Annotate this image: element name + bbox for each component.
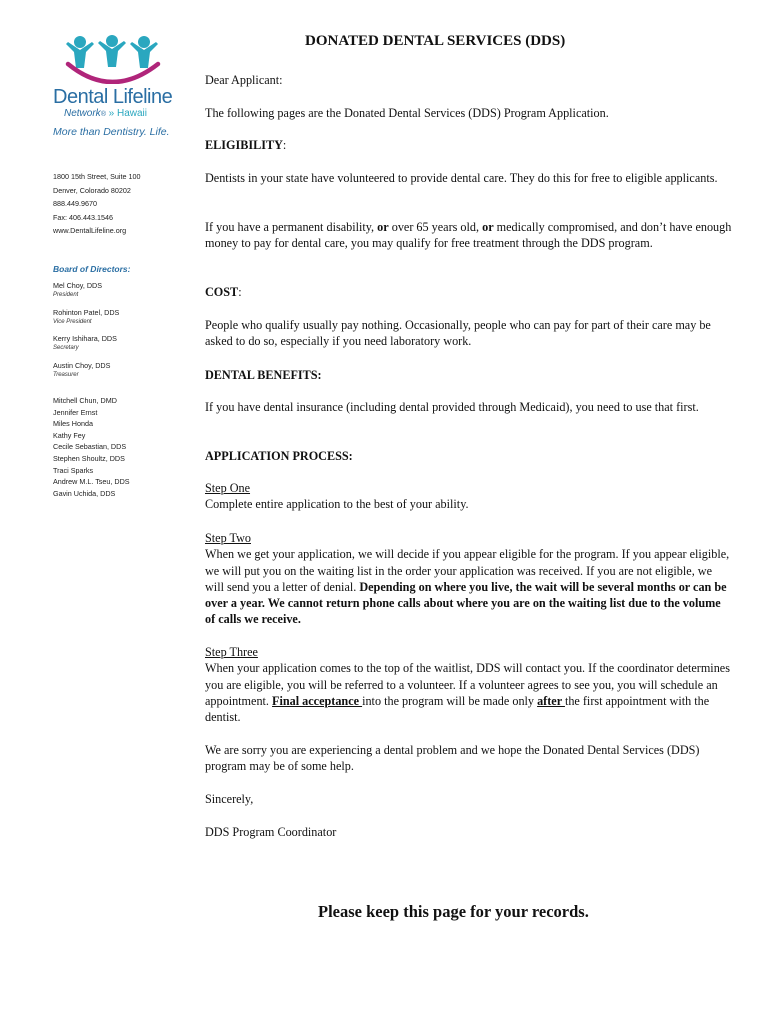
text-run: When your application comes to the top of the waitlist, DDS will contact you. If the coordinator determines you are eligible, you will be referred to a volunteer. If a volunteer agrees to see you, you will schedule an appointment. (205, 661, 730, 708)
benefits-heading: DENTAL BENEFITS: (205, 368, 322, 382)
document-title: DONATED DENTAL SERVICES (DDS) (305, 33, 566, 49)
eligibility-heading: ELIGIBILITY (205, 138, 283, 152)
signature: DDS Program Coordinator (205, 825, 337, 839)
closing-paragraph: We are sorry you are experiencing a dental problem and we hope the Donated Dental Services (DDS) program may be of some help. (205, 743, 700, 774)
officer-entry (53, 281, 119, 308)
arrow-icon: » (108, 108, 115, 119)
letterhead-sidebar (0, 0, 195, 1024)
step-three (205, 644, 732, 725)
director-name: Kathy Fey (53, 430, 86, 440)
director-name: Mitchell Chun, DMD (53, 396, 117, 405)
officer-role: President (53, 292, 79, 298)
step-one (205, 480, 732, 513)
dental-lifeline-logo (50, 34, 180, 144)
step-one-title: Step One (205, 481, 251, 495)
emphasis-or: or (482, 220, 494, 234)
text-run: over 65 years old, (388, 220, 483, 234)
benefits-paragraph: If you have dental insurance (including dental provided through Medicaid), you need to use that first. (205, 400, 699, 414)
board-heading: Board of Directors: (53, 264, 131, 274)
director-name: Gavin Uchida, DDS (53, 488, 116, 498)
address-line: 1800 15th Street, Suite 100 (53, 172, 141, 181)
step-two-bold-notice: Depending on where you live, the wait will be several months or can be over a year. We cannot return phone calls about where you are on the waiting list due to the volume of calls we receive. (205, 579, 727, 627)
director-name: Jennifer Ernst (53, 407, 98, 417)
director-name: Cecile Sebastian, DDS (53, 442, 127, 452)
officer-entry (53, 334, 119, 361)
eligibility-paragraph-1: Dentists in your state have volunteered to provide dental care. They do this for free to eligible applicants. (205, 171, 718, 185)
region-label: Hawaii (116, 108, 147, 119)
officers-list (53, 281, 119, 387)
step-three-text (205, 660, 732, 725)
officer-role: Treasurer (53, 371, 79, 378)
step-two-text (205, 546, 732, 627)
cost-paragraph: People who qualify usually pay nothing. Occasionally, people who can pay for part of their care may be asked to do so, especially if you need laboratory work. (205, 318, 711, 349)
after-emphasis: after (537, 693, 565, 708)
intro-paragraph: The following pages are the Donated Dental Services (DDS) Program Application. (205, 106, 609, 120)
director-name: Andrew M.L. Tseu, DDS (53, 477, 130, 487)
officer-entry (53, 308, 119, 335)
people-logo-icon (62, 34, 166, 84)
cost-heading-line: COST: (205, 285, 242, 299)
officer-name: Mel Choy, DDS (53, 281, 102, 290)
website-line: www.DentalLifeline.org (53, 226, 127, 236)
director-name: Stephen Shoultz, DDS (53, 453, 125, 463)
officer-entry (53, 361, 119, 388)
directors-list (53, 395, 130, 499)
contact-block (53, 170, 141, 238)
officer-role: Secretary (53, 345, 79, 351)
eligibility-paragraph-2 (205, 219, 732, 252)
brand-tagline: More than Dentistry. Life. (53, 126, 170, 138)
step-two-title: Step Two (205, 531, 251, 545)
officer-name: Austin Choy, DDS (53, 360, 111, 370)
fax-line: Fax: 406.443.1546 (53, 212, 113, 222)
officer-name: Rohinton Patel, DDS (53, 307, 120, 317)
final-acceptance-emphasis: Final acceptance (272, 693, 363, 708)
text-run: the first appointment with the dentist. (205, 693, 710, 725)
director-name: Miles Honda (53, 419, 93, 429)
text-run: When we get your application, we will decide if you appear eligible for the program. If you appear eligible, we will put you on the waiting list in the order your application was received. If you are not eligible, we will send you a letter of denial. (205, 547, 730, 594)
text-run: If you have a permanent disability, (205, 220, 378, 234)
city-line: Denver, Colorado 80202 (53, 185, 131, 195)
phone-line: 888.449.9670 (53, 199, 97, 209)
emphasis-or: or (377, 220, 389, 234)
process-heading: APPLICATION PROCESS: (205, 449, 353, 463)
step-one-text: Complete entire application to the best of your ability. (205, 497, 469, 512)
network-label: Network (64, 108, 101, 119)
footer-note: Please keep this page for your records. (318, 902, 589, 921)
eligibility-heading-line: ELIGIBILITY: (205, 138, 287, 152)
brand-network-line (64, 108, 147, 119)
director-name: Traci Sparks (53, 465, 94, 475)
step-two (205, 530, 732, 628)
sincerely: Sincerely, (205, 792, 254, 806)
text-run: into the program will be made only (362, 693, 538, 708)
cost-heading: COST (205, 285, 239, 299)
salutation: Dear Applicant: (205, 73, 283, 87)
brand-name: Dental Lifeline (53, 86, 173, 108)
registered-mark: ® (100, 111, 106, 118)
step-three-title: Step Three (205, 645, 258, 659)
officer-name: Kerry Ishihara, DDS (53, 334, 117, 343)
officer-role: Vice President (53, 318, 92, 325)
text-run: medically compromised, and don’t have enough money to pay for dental care, you may qualify for free treatment through the DDS program. (205, 220, 732, 251)
